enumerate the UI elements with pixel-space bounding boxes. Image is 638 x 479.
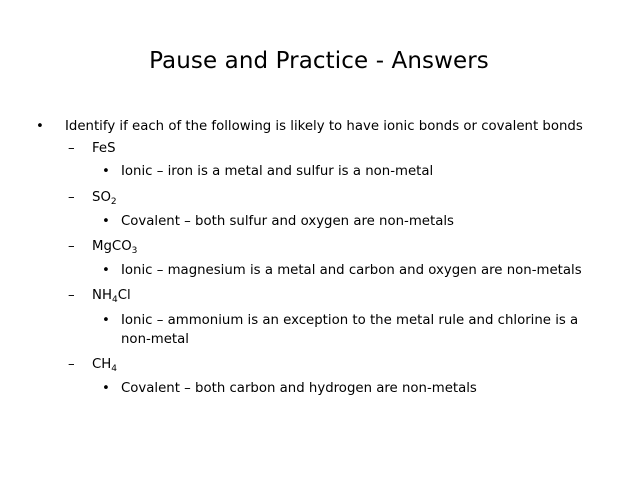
dash-glyph: – [68,141,75,156]
dash-glyph: – [68,239,75,254]
dash-glyph: – [68,190,75,205]
answer-so2: Covalent – both sulfur and oxygen are non-metals [121,214,454,229]
bullet-glyph: • [102,313,110,328]
formula-fes: FeS [92,141,116,156]
slide-title: Pause and Practice - Answers [149,48,489,74]
answer-mgco3: Ionic – magnesium is a metal and carbon and oxygen are non-metals [121,263,582,278]
bullet-glyph: • [102,381,110,396]
question-text: Identify if each of the following is likely to have ionic bonds or covalent bonds [65,119,583,134]
bullet-glyph: • [102,263,110,278]
formula-mgco3: MgCO$_3$ [92,239,138,256]
answer-fes: Ionic – iron is a metal and sulfur is a non-metal [121,164,434,179]
bullet-glyph: • [102,214,110,229]
formula-ch4: $CH_4$ [92,357,118,374]
answer-nh4cl-line2: non-metal [121,332,189,347]
formula-nh4cl: $NH_4Cl$ [92,288,131,305]
dash-glyph: – [68,357,75,372]
answer-ch4: Covalent – both carbon and hydrogen are non-metals [121,381,477,396]
bullet-glyph: • [36,119,44,134]
bullet-glyph: • [102,164,110,179]
answer-nh4cl-line1: Ionic – ammonium is an exception to the metal rule and chlorine is a [121,313,579,328]
dash-glyph: – [68,288,75,303]
formula-so2: $SO_2$ [92,190,117,207]
